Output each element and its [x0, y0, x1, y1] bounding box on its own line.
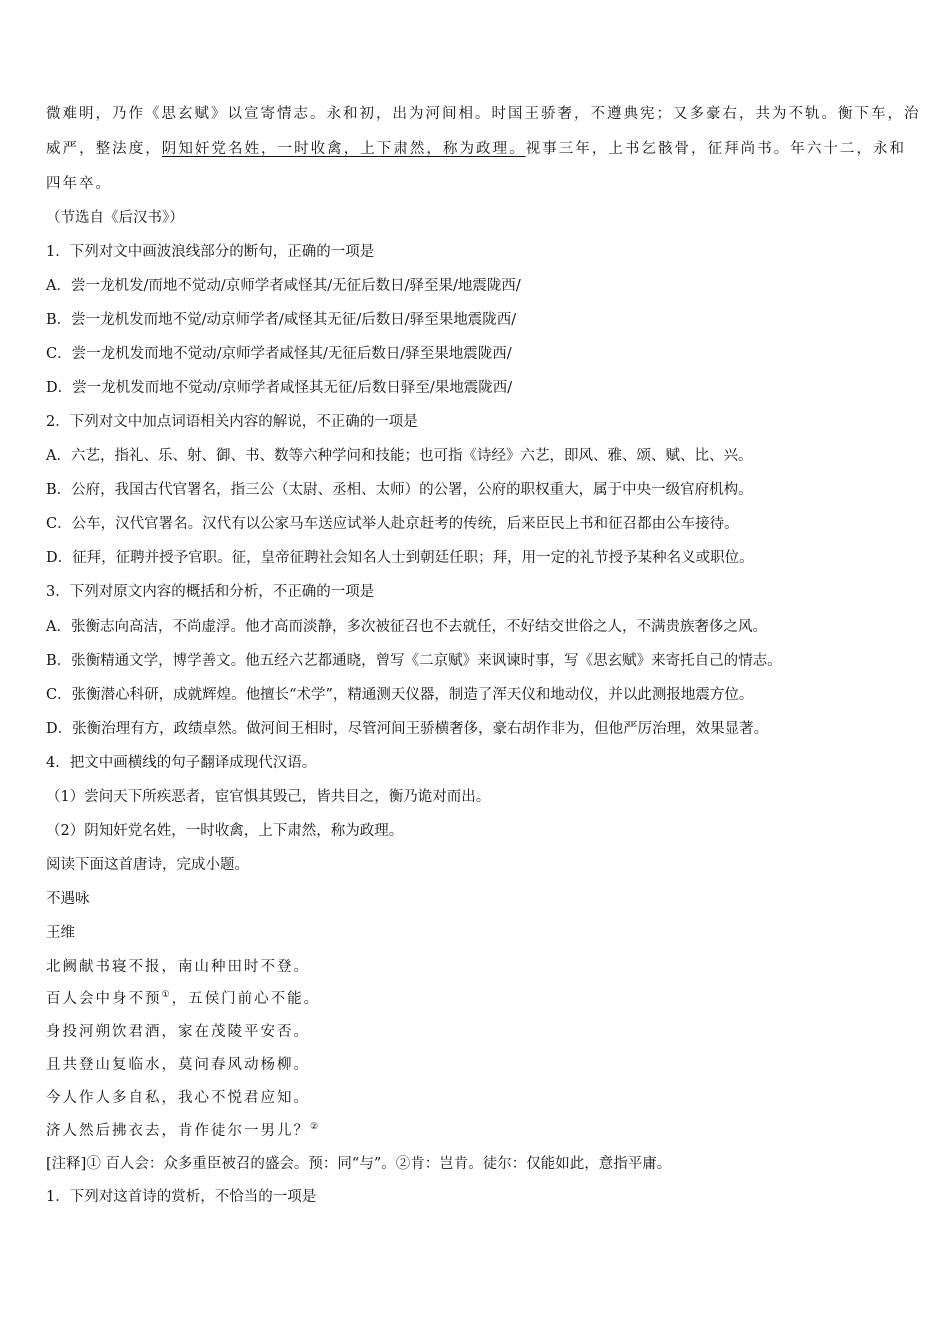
poem-question-1-stem: 1．下列对这首诗的赏析，不恰当的一项是 [46, 1189, 317, 1205]
passage-line-2 [46, 139, 906, 159]
question-1-stem: 1．下列对文中画波浪线部分的断句，正确的一项是 [46, 244, 375, 260]
passage-line-2-before: 威严，整法度， [46, 141, 162, 157]
question-1-option-a: A．尝一龙机发/而地不觉动/京师学者咸怪其/无征后数日/驿至果/地震陇西/ [46, 278, 521, 294]
question-2-option-c: C．公车，汉代官署名。汉代有以公家马车送应试举人赴京赶考的传统，后来臣民上书和征召都由公车接待。 [46, 516, 739, 532]
poem-line-2 [46, 989, 906, 1009]
poem-line-2-rest: ，五侯门前心不能。 [171, 991, 321, 1007]
question-1-option-b: B．尝一龙机发而地不觉/动京师学者/咸怪其无征/后数日/驿至果地震陇西/ [46, 312, 517, 328]
question-4-stem: 4．把文中画横线的句子翻译成现代汉语。 [46, 755, 317, 771]
question-2-option-b: B．公府，我国古代官署名，指三公（太尉、丞相、太师）的公署，公府的职权重大，属于中央一级官府机构。 [46, 482, 753, 498]
poem-line-6 [46, 1121, 906, 1141]
question-2-stem: 2．下列对文中加点词语相关内容的解说，不正确的一项是 [46, 414, 418, 430]
poem-line-4: 且共登山复临水，莫问春风动杨柳。 [46, 1057, 310, 1073]
poem-intro: 阅读下面这首唐诗，完成小题。 [46, 857, 249, 873]
passage-line-2-after: 视事三年，上书乞骸骨，征拜尚书。年六十二，永和 [525, 141, 907, 157]
footnote-mark-1: ① [161, 990, 172, 1000]
question-3-option-a: A．张衡志向高洁，不尚虚浮。他才高而淡静，多次被征召也不去就任，不好结交世俗之人，不满贵族奢侈之风。 [46, 619, 767, 635]
question-3-option-c: C．张衡潜心科研，成就辉煌。他擅长“术学”，精通测天仪器，制造了浑天仪和地动仪，并以此测报地震方位。 [46, 687, 754, 703]
poem-line-3: 身投河朔饮君酒，家在茂陵平安否。 [46, 1024, 310, 1040]
question-3-option-d: D．张衡治理有方，政绩卓然。做河间王相时，尽管河间王骄横奢侈，豪右胡作非为，但他严厉治理，效果显著。 [46, 721, 769, 737]
question-4-item-2: （2）阴知奸党名姓，一时收禽，上下肃然，称为政理。 [46, 823, 404, 839]
poem-line-5: 今人作人多自私，我心不悦君应知。 [46, 1090, 310, 1106]
question-4-item-1: （1）尝问天下所疾恶者，宦官惧其毁己，皆共目之，衡乃诡对而出。 [46, 789, 491, 805]
poem-line-2-text: 百人会中身不预 [46, 991, 162, 1007]
poem-author: 王维 [46, 925, 75, 941]
passage-source: （节选自《后汉书》） [46, 210, 184, 226]
poem-line-1: 北阙献书寝不报，南山种田时不登。 [46, 959, 310, 975]
question-1-option-c: C．尝一龙机发而地不觉动/京师学者咸怪其/无征后数日/驿至果地震陇西/ [46, 346, 512, 362]
question-3-option-b: B．张衡精通文学，博学善文。他五经六艺都通晓，曾写《二京赋》来讽谏时事，写《思玄赋》来寄托自己的情志。 [46, 653, 782, 669]
poem-note: [注释]① 百人会：众多重臣被召的盛会。预：同“与”。②肯：岂肯。徒尔：仅能如此，意指平庸。 [46, 1156, 672, 1172]
poem-title: 不遇咏 [46, 891, 90, 907]
question-1-option-d: D．尝一龙机发而地不觉动/京师学者咸怪其无征/后数日驿至/果地震陇西/ [46, 380, 513, 396]
question-2-option-a: A．六艺，指礼、乐、射、御、书、数等六种学问和技能；也可指《诗经》六艺，即风、雅、颂、赋、比、兴。 [46, 448, 753, 464]
question-2-option-d: D．征拜，征聘并授予官职。征，皇帝征聘社会知名人士到朝廷任职；拜，用一定的礼节授予某种名义或职位。 [46, 550, 754, 566]
footnote-mark-2: ② [310, 1122, 321, 1132]
passage-line-1: 微难明，乃作《思玄赋》以宣寄情志。永和初，出为河间相。时国王骄奢，不遵典宪；又多豪右，共为不轨。衡下车，治 [46, 106, 921, 122]
passage-line-3: 四年卒。 [46, 176, 112, 192]
underlined-sentence: 阴知奸党名姓，一时收禽，上下肃然，称为政理。 [161, 141, 526, 157]
poem-line-6-text: 济人然后拂衣去，肯作徒尔一男儿？ [46, 1123, 310, 1139]
question-3-stem: 3．下列对原文内容的概括和分析，不正确的一项是 [46, 584, 375, 600]
